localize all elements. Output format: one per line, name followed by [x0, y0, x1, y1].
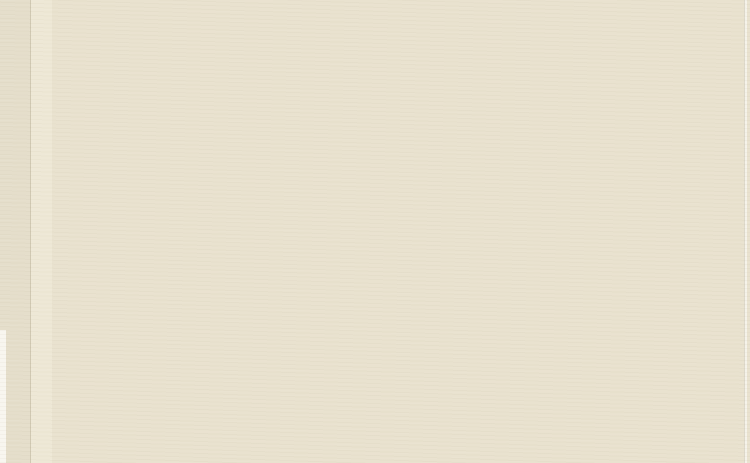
page-corner-edge: [0, 330, 6, 463]
page-left-band: [31, 0, 52, 463]
page-fold-line: [744, 0, 747, 463]
